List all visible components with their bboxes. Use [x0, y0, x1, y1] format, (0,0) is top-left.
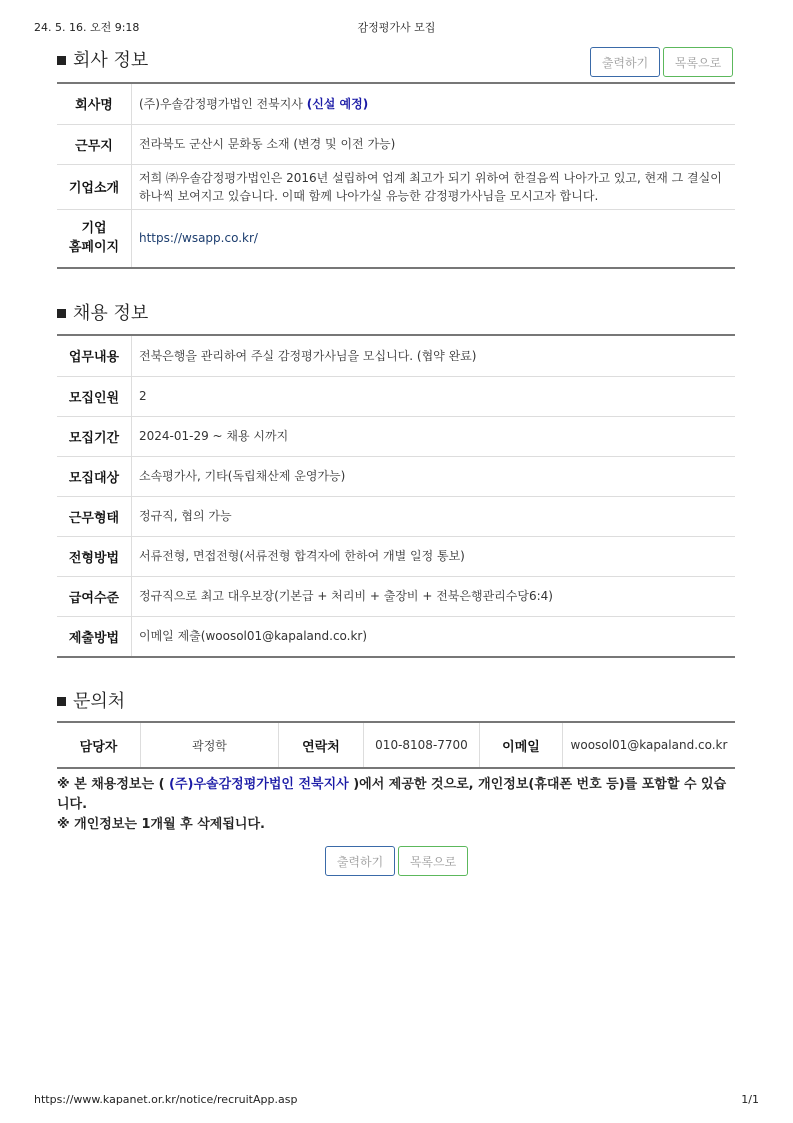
company-name-text: (주)우솔감정평가법인 전북지사: [139, 96, 303, 111]
homepage-label-line1: 기업: [81, 221, 107, 237]
privacy-notice: [57, 775, 737, 835]
recruit-row: [57, 456, 735, 496]
employment-type-label: 근무형태: [57, 496, 132, 536]
manager-value: 곽정학: [141, 722, 279, 768]
print-footer: [34, 1093, 759, 1109]
recruit-row: [57, 496, 735, 536]
location-value: 전라북도 군산시 문화동 소재 (변경 및 이전 가능): [132, 124, 736, 164]
target-label: 모집대상: [57, 456, 132, 496]
recruit-row: [57, 416, 735, 456]
recruit-row: [57, 616, 735, 657]
print-header: [34, 19, 759, 35]
company-name-row: [57, 83, 735, 124]
company-intro-value: 저희 ㈜우솔감정평가법인은 2016년 설립하여 업계 최고가 되기 위하여 한걸음씩 나아가고 있고, 현재 그 결실이 하나씩 보여지고 있습니다. 이때 함께 나아가실 유능한 감정평가사님을 모시고자 합니다.: [132, 164, 736, 209]
recruit-row: [57, 536, 735, 576]
company-name-label: 회사명: [57, 83, 132, 124]
recruit-row: [57, 376, 735, 416]
list-button-top[interactable]: 목록으로: [663, 47, 733, 77]
phone-value: 010-8108-7700: [364, 722, 480, 768]
notice-prefix: ※ 본 채용정보는 (: [57, 777, 170, 792]
homepage-link[interactable]: https://wsapp.co.kr/: [139, 231, 258, 246]
submission-method-label: 제출방법: [57, 616, 132, 657]
recruit-row: [57, 576, 735, 616]
phone-label: 연락처: [279, 722, 364, 768]
headcount-value: 2: [132, 376, 736, 416]
period-value: 2024-01-29 ~ 채용 시까지: [132, 416, 736, 456]
square-bullet-icon: [57, 309, 66, 318]
page-url: https://www.kapanet.or.kr/notice/recruitApp.asp: [34, 1093, 298, 1106]
submission-method-value: 이메일 제출(woosol01@kapaland.co.kr): [132, 616, 736, 657]
contact-row: [57, 722, 735, 768]
location-label: 근무지: [57, 124, 132, 164]
period-label: 모집기간: [57, 416, 132, 456]
notice-suffix: )에서 제공한 것으로, 개인정보(휴대폰 번호 등)를 포함할 수 있습니다.: [57, 777, 727, 812]
recruit-row: [57, 335, 735, 376]
square-bullet-icon: [57, 697, 66, 706]
email-label: 이메일: [480, 722, 563, 768]
recruit-section-title: [57, 299, 148, 325]
employment-type-value: 정규직, 협의 가능: [132, 496, 736, 536]
privacy-notice-line2: ※ 개인정보는 1개월 후 삭제됩니다.: [57, 817, 265, 832]
homepage-label-line2: 홈페이지: [68, 240, 120, 256]
salary-label: 급여수준: [57, 576, 132, 616]
print-button-top[interactable]: 출력하기: [590, 47, 660, 77]
homepage-label: [57, 209, 132, 268]
notice-company: (주)우솔감정평가법인 전북지사: [169, 777, 349, 792]
email-value: woosol01@kapaland.co.kr: [563, 722, 736, 768]
recruit-info-table: [57, 334, 735, 658]
contact-table: [57, 721, 735, 769]
duty-value: 전북은행을 관리하여 주실 감정평가사님을 모십니다. (협약 완료): [132, 335, 736, 376]
homepage-value: [132, 209, 736, 268]
selection-method-label: 전형방법: [57, 536, 132, 576]
page-number: 1/1: [741, 1093, 759, 1106]
contact-section-title: [57, 687, 125, 713]
recruit-section-title-text: 채용 정보: [73, 303, 149, 324]
company-intro-label: 기업소개: [57, 164, 132, 209]
company-section-title: [57, 46, 148, 72]
contact-section-title-text: 문의처: [73, 691, 126, 712]
headcount-label: 모집인원: [57, 376, 132, 416]
document-title: 감정평가사 모집: [357, 21, 436, 34]
print-button-bottom[interactable]: 출력하기: [325, 846, 395, 876]
location-row: [57, 124, 735, 164]
target-value: 소속평가사, 기타(독립채산제 운영가능): [132, 456, 736, 496]
selection-method-value: 서류전형, 면접전형(서류전형 합격자에 한하여 개별 일정 통보): [132, 536, 736, 576]
privacy-notice-line1: [57, 775, 737, 815]
print-date: 24. 5. 16. 오전 9:18: [34, 21, 140, 34]
duty-label: 업무내용: [57, 335, 132, 376]
company-name-highlight: (신설 예정): [306, 96, 369, 111]
list-button-bottom[interactable]: 목록으로: [398, 846, 468, 876]
company-name-value: [132, 83, 736, 124]
company-section-title-text: 회사 정보: [73, 50, 149, 71]
company-info-table: [57, 82, 735, 269]
salary-value: 정규직으로 최고 대우보장(기본급 + 처리비 + 출장비 + 전북은행관리수당6:4): [132, 576, 736, 616]
manager-label: 담당자: [57, 722, 141, 768]
square-bullet-icon: [57, 56, 66, 65]
homepage-row: [57, 209, 735, 268]
company-intro-row: [57, 164, 735, 209]
